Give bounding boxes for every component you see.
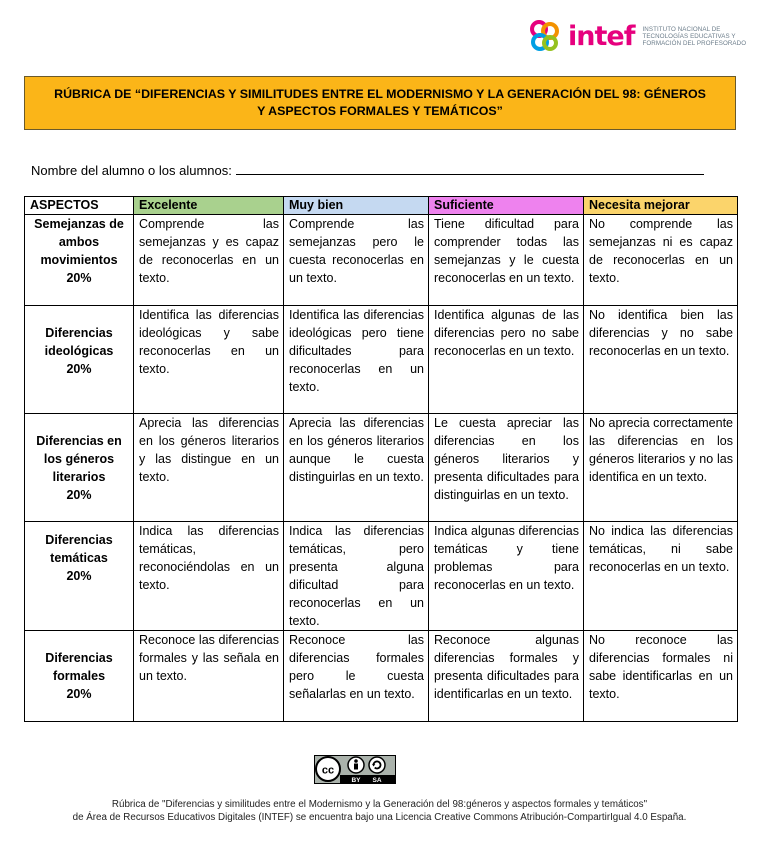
aspect-name: Diferencias temáticas (45, 533, 113, 565)
cc-label: cc (321, 764, 335, 777)
aspect-name: Semejanzas de ambos movimientos (34, 217, 124, 267)
aspect-name: Diferencias ideológicas (44, 326, 114, 358)
aspect-cell (25, 215, 134, 306)
cell-necesita-mejorar: No aprecia correctamente las diferencias en los géneros literarios y no las identifica en un texto. (584, 414, 738, 522)
cc-by-sa-icon (314, 755, 396, 784)
header-excelente: Excelente (134, 197, 284, 215)
cell-muy-bien: Reconoce las diferencias formales pero le cuesta señalarlas en un texto. (284, 631, 429, 722)
cell-necesita-mejorar: No indica las diferencias temáticas, ni sabe reconocerlas en un texto. (584, 522, 738, 631)
license-text (0, 798, 759, 824)
cell-excelente: Indica las diferencias temáticas, reconociéndolas en un texto. (134, 522, 284, 631)
table-row (25, 306, 738, 414)
aspect-weight: 20% (66, 271, 92, 285)
aspect-cell (25, 631, 134, 722)
header-aspectos: ASPECTOS (25, 197, 134, 215)
cc-by-label: BY (351, 777, 361, 784)
logo-wordmark: intef (568, 20, 635, 52)
cc-by-sa-badge[interactable] (314, 755, 396, 789)
header-necesita-mejorar: Necesita mejorar (584, 197, 738, 215)
table-row (25, 414, 738, 522)
cell-suficiente: Reconoce algunas diferencias formales y presenta dificultades para identificarlas en un texto. (429, 631, 584, 722)
cell-necesita-mejorar: No identifica bien las diferencias y no sabe reconocerlas en un texto. (584, 306, 738, 414)
aspect-cell (25, 522, 134, 631)
cell-excelente: Identifica las diferencias ideológicas y sabe reconocerlas en un texto. (134, 306, 284, 414)
logo-subtitle (642, 26, 746, 47)
cell-muy-bien: Indica las diferencias temáticas, pero presenta alguna dificultad para reconocerlas en un texto. (284, 522, 429, 631)
intef-logo (528, 18, 746, 54)
cell-muy-bien: Aprecia las diferencias en los géneros literarios aunque le cuesta distinguirlas en un texto. (284, 414, 429, 522)
cell-suficiente: Tiene dificultad para comprender todas las semejanzas y le cuesta reconocerlas en un texto. (429, 215, 584, 306)
cc-sa-label: SA (372, 777, 382, 784)
cell-excelente: Reconoce las diferencias formales y las señala en un texto. (134, 631, 284, 722)
cell-necesita-mejorar: No comprende las semejanzas ni es capaz de reconocerlas en un texto. (584, 215, 738, 306)
aspect-weight: 20% (66, 362, 92, 376)
header-suficiente: Suficiente (429, 197, 584, 215)
table-row (25, 215, 738, 306)
cell-necesita-mejorar: No reconoce las diferencias formales ni sabe identificarlas en un texto. (584, 631, 738, 722)
intef-logo-mark-icon (528, 18, 562, 54)
rubric-table (24, 196, 738, 722)
aspect-weight: 20% (66, 569, 92, 583)
header-muy-bien: Muy bien (284, 197, 429, 215)
logo-subtitle-line: FORMACIÓN DEL PROFESORADO (642, 39, 747, 47)
cell-excelente: Aprecia las diferencias en los géneros literarios y las distingue en un texto. (134, 414, 284, 522)
cell-suficiente: Identifica algunas de las diferencias pero no sabe reconocerlas en un texto. (429, 306, 584, 414)
license-line-2: de Área de Recursos Educativos Digitales (INTEF) se encuentra bajo una Licencia Creative Commons Atribución-CompartirIgual 4.0 España. (72, 812, 687, 823)
student-name-field[interactable] (31, 163, 704, 178)
aspect-weight: 20% (66, 687, 92, 701)
table-row (25, 631, 738, 722)
logo-subtitle-line: INSTITUTO NACIONAL DE (642, 25, 721, 33)
cell-muy-bien: Identifica las diferencias ideológicas pero tiene dificultades para reconocerlas en un texto. (284, 306, 429, 414)
aspect-weight: 20% (66, 488, 92, 502)
student-name-line[interactable] (236, 163, 704, 175)
student-name-label: Nombre del alumno o los alumnos: (31, 163, 232, 178)
aspect-name: Diferencias formales (45, 651, 113, 683)
aspect-cell (25, 414, 134, 522)
aspect-name: Diferencias en los géneros literarios (36, 434, 122, 484)
rubric-title: RÚBRICA DE “DIFERENCIAS Y SIMILITUDES ENTRE EL MODERNISMO Y LA GENERACIÓN DEL 98: GÉNEROS Y ASPECTOS FORMALES Y TEMÁTICOS” (24, 76, 736, 130)
cell-suficiente: Le cuesta apreciar las diferencias en los géneros literarios y presenta dificultades para distinguirlas en un texto. (429, 414, 584, 522)
cell-excelente: Comprende las semejanzas y es capaz de reconocerlas en un texto. (134, 215, 284, 306)
table-header-row (25, 197, 738, 215)
table-row (25, 522, 738, 631)
aspect-cell (25, 306, 134, 414)
cell-suficiente: Indica algunas diferencias temáticas y tiene problemas para reconocerlas en un texto. (429, 522, 584, 631)
cell-muy-bien: Comprende las semejanzas pero le cuesta reconocerlas en un texto. (284, 215, 429, 306)
logo-subtitle-line: TECNOLOGÍAS EDUCATIVAS Y (642, 32, 736, 40)
license-line-1: Rúbrica de "Diferencias y similitudes entre el Modernismo y la Generación del 98:géneros y aspectos formales y temáticos" (111, 799, 648, 810)
